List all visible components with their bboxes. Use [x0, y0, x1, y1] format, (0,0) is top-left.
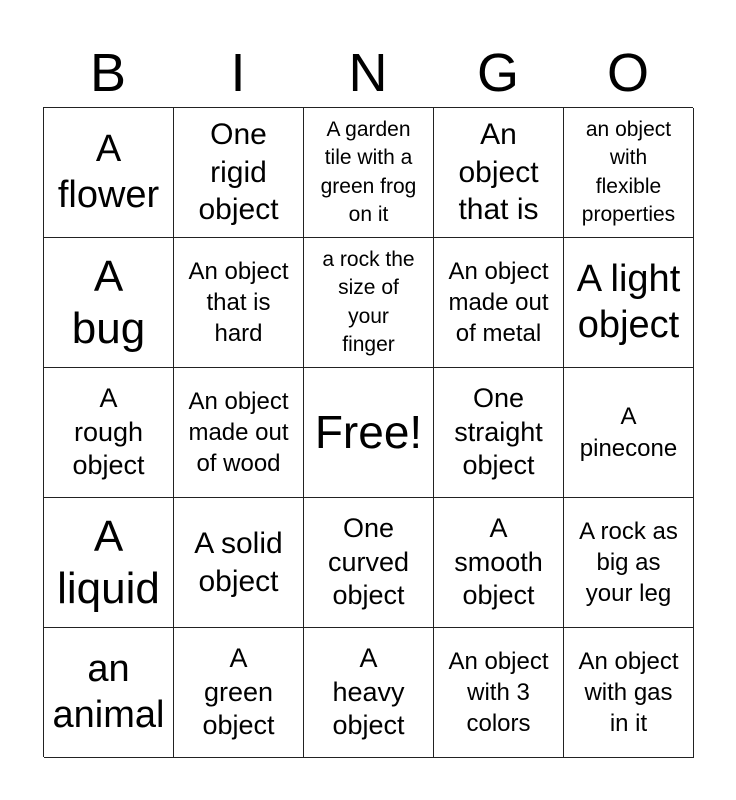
bingo-cell-r2-c4[interactable]	[434, 238, 564, 368]
cell-text: a rock the size of your finger	[322, 247, 415, 356]
bingo-cell-r3-c3[interactable]	[304, 368, 434, 498]
bingo-board	[43, 107, 693, 757]
bingo-cell-r1-c1[interactable]	[44, 108, 174, 238]
bingo-cell-r3-c5[interactable]	[564, 368, 694, 498]
cell-text: An object that is hard	[188, 257, 289, 348]
bingo-cell-r3-c4[interactable]	[434, 368, 564, 498]
header-letter-o: O	[606, 43, 649, 103]
free-space-text: Free!	[314, 406, 423, 459]
cell-text: A garden tile with a green frog on it	[320, 117, 417, 226]
bingo-cell-r2-c5[interactable]	[564, 238, 694, 368]
bingo-cell-r2-c1[interactable]	[44, 238, 174, 368]
bingo-cell-r3-c2[interactable]	[174, 368, 304, 498]
header-letter-n: N	[348, 43, 388, 103]
cell-text: A solid object	[194, 527, 283, 598]
bingo-cell-r5-c1[interactable]	[44, 628, 174, 758]
header-letter-g: G	[476, 43, 519, 103]
cell-text: An object with gas in it	[578, 647, 679, 738]
header-letter-i: I	[230, 43, 246, 103]
cell-text: An object that is	[458, 118, 539, 227]
bingo-cell-r5-c5[interactable]	[564, 628, 694, 758]
bingo-cell-r3-c1[interactable]	[44, 368, 174, 498]
cell-text: A smooth object	[454, 512, 543, 611]
header-letter-b: B	[89, 43, 127, 103]
bingo-cell-r4-c4[interactable]	[434, 498, 564, 628]
bingo-cell-r4-c2[interactable]	[174, 498, 304, 628]
bingo-cell-r1-c2[interactable]	[174, 108, 304, 238]
bingo-header	[43, 38, 693, 108]
cell-text: an object with flexible properties	[581, 117, 676, 226]
bingo-cell-r4-c3[interactable]	[304, 498, 434, 628]
cell-text: A rock as big as your leg	[579, 517, 678, 608]
cell-text: A heavy object	[332, 642, 405, 741]
bingo-cell-r1-c5[interactable]	[564, 108, 694, 238]
bingo-cell-r4-c1[interactable]	[44, 498, 174, 628]
bingo-cell-r2-c2[interactable]	[174, 238, 304, 368]
cell-text: an animal	[52, 647, 165, 736]
cell-text: One rigid object	[198, 118, 279, 227]
bingo-cell-r5-c2[interactable]	[174, 628, 304, 758]
bingo-cell-r5-c4[interactable]	[434, 628, 564, 758]
cell-text: An object with 3 colors	[448, 647, 549, 738]
cell-text: A light object	[576, 257, 681, 346]
bingo-cell-r4-c5[interactable]	[564, 498, 694, 628]
cell-text: An object made out of metal	[448, 257, 549, 348]
cell-text: A rough object	[72, 382, 145, 481]
cell-text: A pinecone	[579, 403, 678, 462]
bingo-cell-r2-c3[interactable]	[304, 238, 434, 368]
bingo-cell-r5-c3[interactable]	[304, 628, 434, 758]
cell-text: One curved object	[327, 512, 410, 611]
bingo-cell-r1-c3[interactable]	[304, 108, 434, 238]
cell-text: A flower	[57, 127, 160, 216]
cell-text: A liquid	[57, 511, 160, 613]
cell-text: An object made out of wood	[188, 387, 289, 478]
cell-text: A green object	[202, 642, 275, 741]
cell-text: A bug	[71, 251, 146, 353]
cell-text: One straight object	[454, 382, 543, 481]
bingo-cell-r1-c4[interactable]	[434, 108, 564, 238]
